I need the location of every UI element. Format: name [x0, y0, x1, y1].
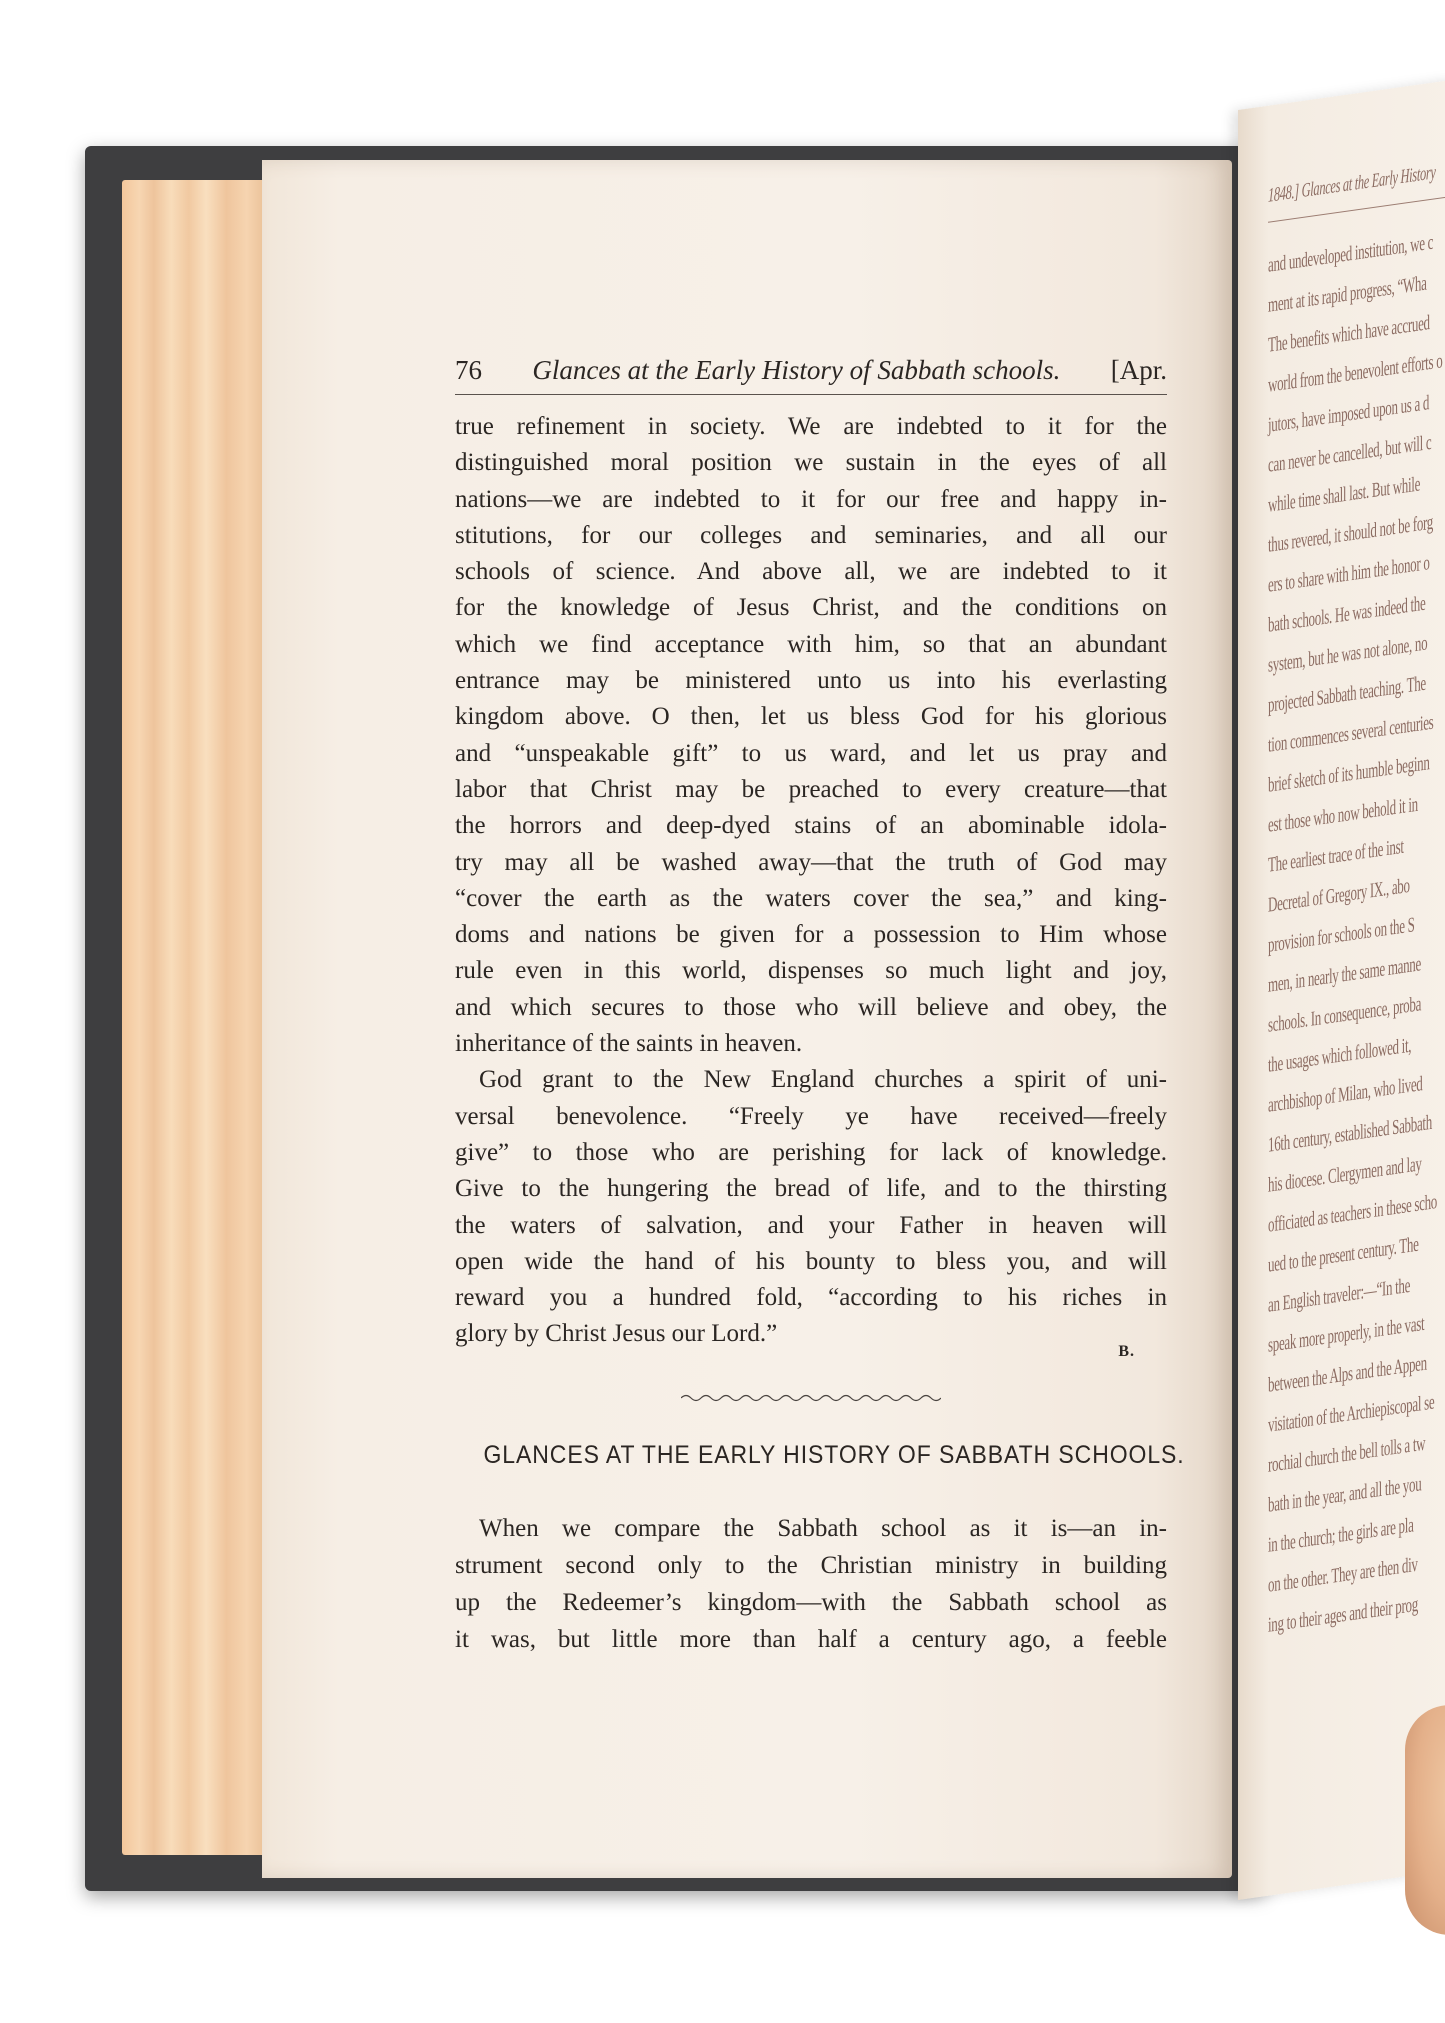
text-line: give” to those who are perishing for lack of knowledge. [455, 1138, 1167, 1166]
right-text-line: and undeveloped institution, we c [1268, 229, 1434, 277]
article-line: up the Redeemer’s kingdom—with the Sabbath school as [455, 1588, 1167, 1616]
right-text-line: bath in the year, and all the you [1268, 1471, 1422, 1517]
right-text-line: men, in nearly the same manne [1268, 951, 1421, 997]
text-line: which we find acceptance with him, so that an abundant [455, 630, 1167, 658]
right-text-line: officiated as teachers in these scho [1268, 1189, 1437, 1237]
text-line: and which secures to those who will believe and obey, the [455, 993, 1167, 1021]
right-text-line: The earliest trace of the inst [1268, 833, 1404, 877]
text-line: labor that Christ may be preached to every creature—that [455, 775, 1167, 803]
right-text-line: ing to their ages and their prog [1268, 1591, 1418, 1637]
right-text-line: an English traveler:—“In the [1268, 1272, 1411, 1317]
text-line: kingdom above. O then, let us bless God for his glorious [455, 703, 1167, 731]
right-text-line: brief sketch of its humble beginn [1268, 750, 1430, 797]
right-text-line: ers to share with him the honor o [1268, 550, 1430, 597]
right-text-line: system, but he was not alone, no [1268, 630, 1428, 677]
right-text-line: bath schools. He was indeed the [1268, 590, 1426, 637]
text-line: versal benevolence. “Freely ye have received—freely [455, 1102, 1167, 1130]
right-text-line: schools. In consequence, proba [1268, 991, 1422, 1037]
right-text-line: provision for schools on the S [1268, 912, 1415, 957]
text-line: rule even in this world, dispenses so much light and joy, [455, 957, 1167, 985]
article-line: When we compare the Sabbath school as it is—an in- [479, 1514, 1167, 1542]
text-line: and “unspeakable gift” to us ward, and let us pray and [455, 739, 1167, 767]
page-edges [122, 180, 267, 1855]
text-line: inheritance of the saints in heaven. [455, 1030, 803, 1058]
right-running-head: 1848.] Glances at the Early History [1268, 147, 1445, 223]
text-line: glory by Christ Jesus our Lord.” [455, 1320, 778, 1348]
text-line: God grant to the New England churches a spirit of uni- [479, 1066, 1167, 1094]
wavy-divider [681, 1391, 941, 1405]
text-line: for the knowledge of Jesus Christ, and the conditions on [455, 594, 1167, 622]
article-line: it was, but little more than half a century ago, a feeble [455, 1625, 1167, 1653]
running-head [455, 352, 1167, 395]
right-text-line: projected Sabbath teaching. The [1268, 670, 1426, 717]
author-signature: B. [1118, 1342, 1135, 1360]
right-text-line: est those who now behold it in [1268, 791, 1418, 837]
text-line: the horrors and deep-dyed stains of an abominable idola- [455, 812, 1167, 840]
right-page-text [1268, 147, 1445, 1645]
text-line: nations—we are indebted to it for our free and happy in- [455, 485, 1167, 513]
right-text-line: rochial church the bell tolls a tw [1268, 1430, 1426, 1477]
right-text-line: between the Alps and the Appen [1268, 1350, 1427, 1397]
running-month: [Apr. [1110, 355, 1167, 385]
right-text-line: jutors, have imposed upon us a d [1268, 390, 1430, 437]
right-text-line: thus revered, it should not be forg [1268, 509, 1434, 557]
text-line: entrance may be ministered unto us into his everlasting [455, 667, 1167, 695]
right-text-line: visitation of the Archiepiscopal se [1268, 1389, 1435, 1437]
text-line: stitutions, for our colleges and seminaries, and all our [455, 521, 1167, 549]
closing-paragraph [455, 1062, 1167, 1352]
text-line: Give to the hungering the bread of life, and to the thirsting [455, 1175, 1167, 1203]
right-text-line: tion commences several centuries [1268, 709, 1434, 757]
left-page-text [455, 352, 1185, 1658]
right-text-line: ment at its rapid progress, “Wha [1268, 270, 1427, 317]
right-text-line: his diocese. Clergymen and lay [1268, 1151, 1422, 1197]
right-page [1238, 79, 1445, 1900]
right-text-line: world from the benevolent efforts o [1268, 348, 1443, 397]
text-line: reward you a hundred fold, “according to his riches in [455, 1284, 1167, 1312]
right-text-line: in the church; the girls are pla [1268, 1512, 1414, 1557]
right-text-line: on the other. They are then div [1268, 1551, 1418, 1597]
text-line: doms and nations be given for a possession to Him whose [455, 921, 1167, 949]
text-line: open wide the hand of his bounty to bless you, and will [455, 1247, 1167, 1275]
right-text-line: speak more properly, in the vast [1268, 1310, 1425, 1357]
text-line: the waters of salvation, and your Father in heaven will [455, 1211, 1167, 1239]
text-line: distinguished moral position we sustain in the eyes of all [455, 449, 1167, 477]
article-title: GLANCES AT THE EARLY HISTORY OF SABBATH SCHOOLS. [483, 1440, 1185, 1469]
right-text-line: ued to the present century. The [1268, 1231, 1419, 1277]
running-title: Glances at the Early History of Sabbath schools. [532, 355, 1061, 385]
page-number: 76 [455, 355, 482, 385]
right-text-line: while time shall last. But while [1268, 471, 1421, 517]
text-line: schools of science. And above all, we are indebted to it [455, 558, 1167, 586]
right-text-line: 16th century, established Sabbath [1268, 1109, 1432, 1157]
right-text-line: The benefits which have accrued [1268, 310, 1430, 357]
right-text-line: the usages which followed it, [1268, 1032, 1412, 1077]
text-line: “cover the earth as the waters cover the sea,” and king- [455, 884, 1167, 912]
text-line: true refinement in society. We are indebted to it for the [455, 413, 1167, 440]
right-text-line: Decretal of Gregory IX., abo [1268, 872, 1410, 917]
article-line: strument second only to the Christian ministry in building [455, 1551, 1167, 1579]
text-line: try may all be washed away—that the truth of God may [455, 848, 1167, 876]
fingertip [1405, 1705, 1445, 1935]
right-text-line: can never be cancelled, but will c [1268, 429, 1432, 477]
article-body [455, 1510, 1167, 1658]
continuation-paragraph [455, 409, 1167, 1062]
right-text-line: archbishop of Milan, who lived [1268, 1071, 1423, 1117]
